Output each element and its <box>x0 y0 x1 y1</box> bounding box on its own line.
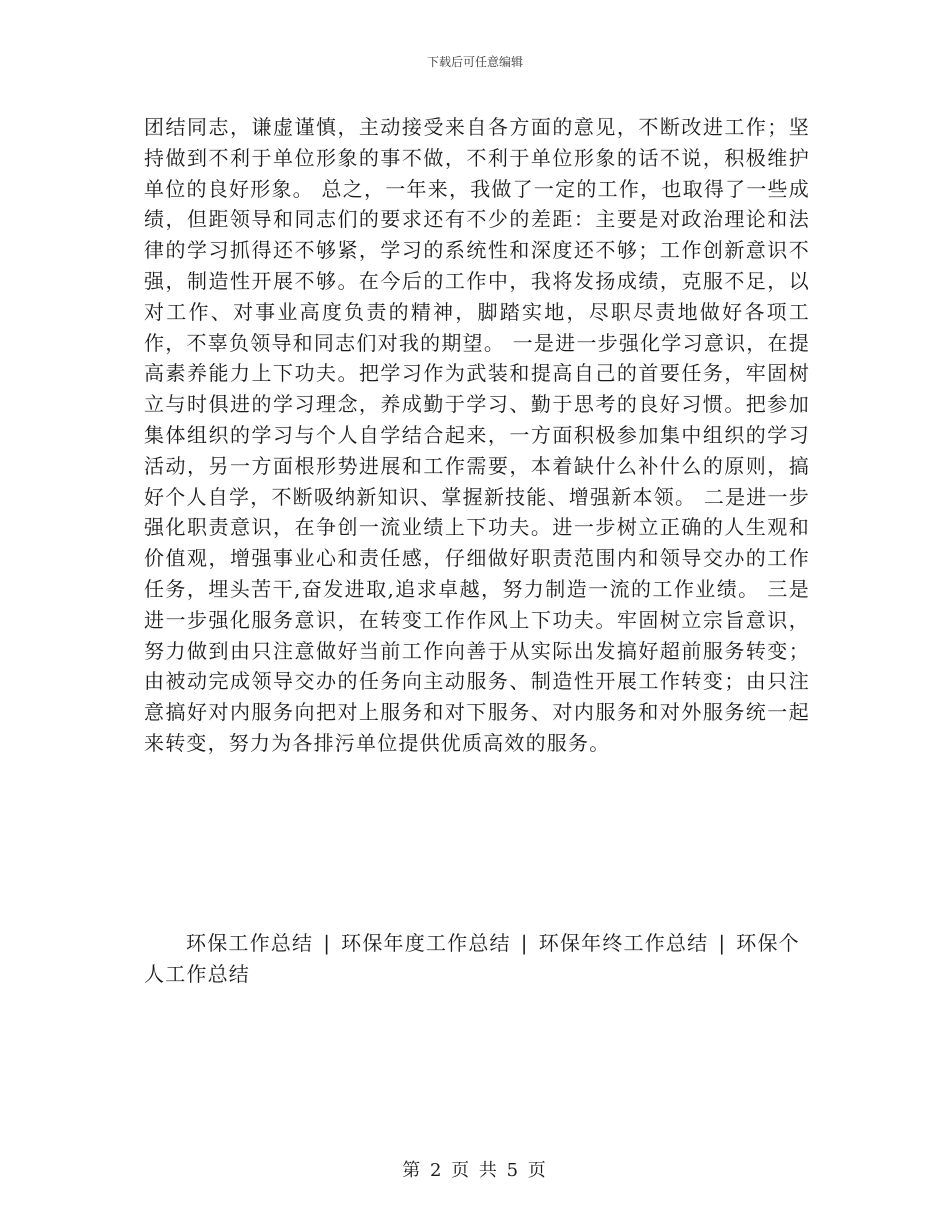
link-separator: | <box>718 931 727 955</box>
page-header: 下载后可任意编辑 <box>426 55 523 69</box>
link-separator: | <box>520 931 529 955</box>
body-paragraph: 团结同志，谦虚谨慎，主动接受来自各方面的意见，不断改进工作；坚持做到不利于单位形象的事不做，不利于单位形象的话不说，积极维护单位的良好形象。 总之，一年来，我做了一定的工作，也取得了一些成绩，但距领导和同志们的要求还有不少的差距：主要是对政治理论和法律的学习抓得还不够紧，学习的系统性和深度还不够；工作创新意识不强，制造性开展不够。在今后的工作中，我将发扬成绩，克服不足，以对工作、对事业高度负责的精神，脚踏实地，尽职尽责地做好各项工作，不辜负领导和同志们对我的期望。 一是进一步强化学习意识，在提高素养能力上下功夫。把学习作为武装和提高自己的首要任务，牢固树立与时俱进的学习理念，养成勤于学习、勤于思考的良好习惯。把参加集体组织的学习与个人自学结合起来，一方面积极参加集中组织的学习活动，另一方面根形势进展和工作需要，本着缺什么补什么的原则，搞好个人自学，不断吸纳新知识、掌握新技能、增强新本领。 二是进一步强化职责意识，在争创一流业绩上下功夫。进一步树立正确的人生观和价值观，增强事业心和责任感，仔细做好职责范围内和领导交办的工作任务，埋头苦干,奋发进取,追求卓越，努力制造一流的工作业绩。 三是进一步强化服务意识，在转变工作作风上下功夫。牢固树立宗旨意识，努力做到由只注意做好当前工作向善于从实际出发搞好超前服务转变；由被动完成领导交办的任务向主动服务、制造性开展工作转变；由只注意搞好对内服务向把对上服务和对下服务、对内服务和对外服务统一起来转变，努力为各排污单位提供优质高效的服务。 <box>144 115 810 755</box>
related-link-4[interactable]: 环保个人工作总结 <box>144 931 800 986</box>
link-separator: | <box>323 931 332 955</box>
related-links <box>144 928 810 990</box>
related-link-1[interactable]: 环保工作总结 <box>186 931 314 955</box>
related-link-2[interactable]: 环保年度工作总结 <box>341 931 511 955</box>
page-number: 第 2 页 共 5 页 <box>402 1160 548 1181</box>
related-link-3[interactable]: 环保年终工作总结 <box>538 931 709 955</box>
